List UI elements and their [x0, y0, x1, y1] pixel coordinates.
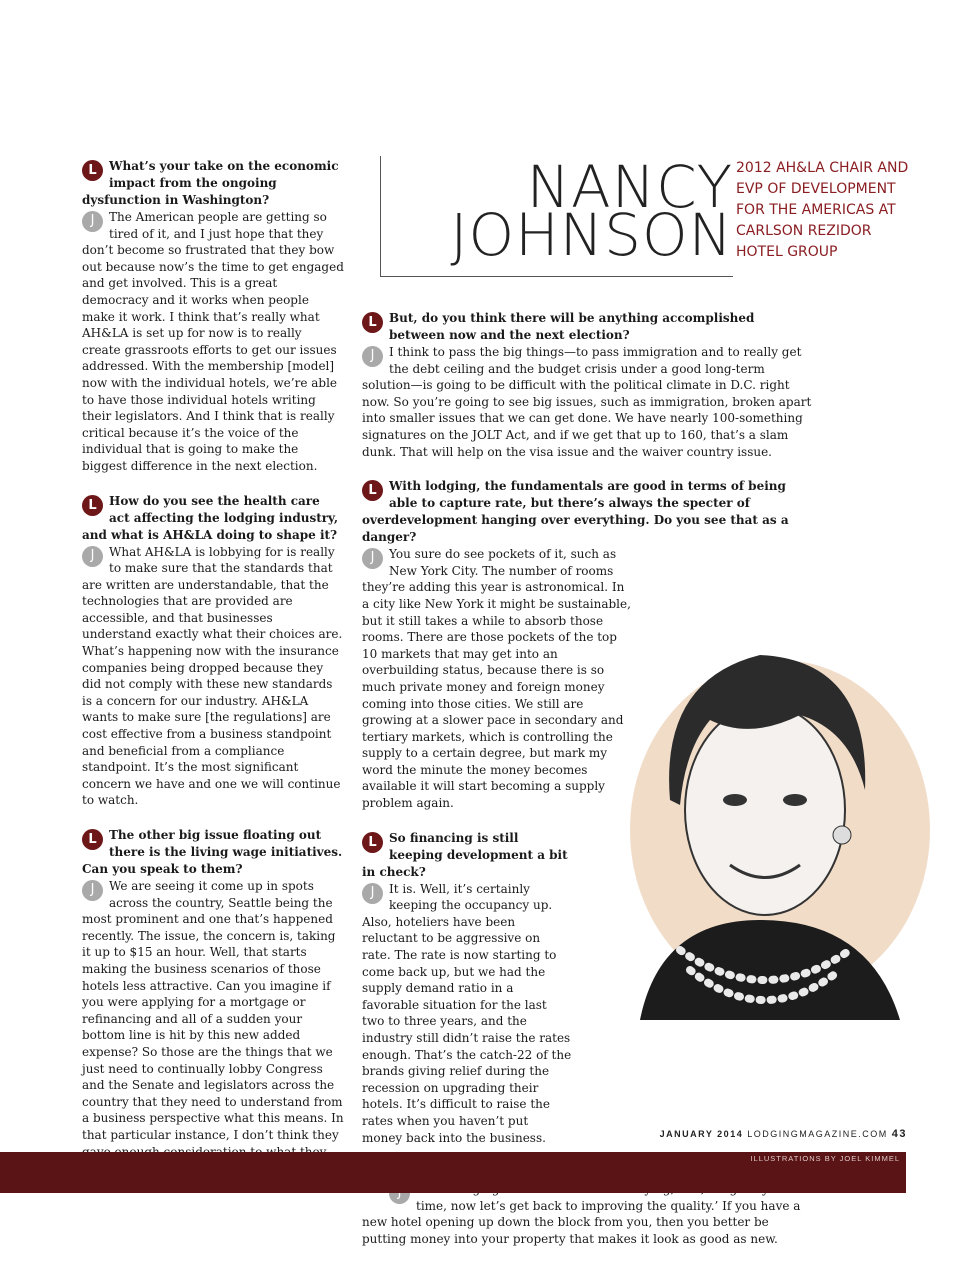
name-first: NANCY — [526, 153, 733, 221]
issue-date: JANUARY 2014 — [659, 1129, 744, 1139]
question-text: With lodging, the fundamentals are good in terms of being able to capture rate, but there’s always the specter of overdevelopment hanging over everything. Do you see that as a danger? — [362, 479, 789, 545]
answer — [362, 344, 812, 460]
portrait-eye — [723, 794, 747, 806]
answer-text: I think to pass the big things—to pass immigration and to really get the debt ceiling and the budget crisis under a good long-term solution—is going to be difficult with the political climate in D.C. right now. So you’re going to see big issues, such as immigration, broken apart into smaller issues that we can get done. We have nearly 100-something signatures on the JOLT Act, and if we get that up to 160, that’s a slam dunk. That will help on the visa issue and the waiver country issue. — [362, 345, 812, 459]
answer — [82, 544, 344, 810]
qa-block — [82, 493, 344, 810]
question — [362, 310, 812, 344]
left-column — [82, 158, 344, 1195]
person-title — [736, 158, 936, 263]
question-badge-icon: L — [362, 480, 383, 501]
title-line: FOR THE AMERICAS AT — [736, 202, 896, 218]
title-line: HOTEL GROUP — [736, 244, 838, 260]
answer-text: The American people are getting so tired of it, and I just hope that they don’t become so frustrated that they bow out because now’s the time to get engaged and get involved. This is a great democracy and it works when people make it work. I think that’s really what AH&LA is set up for now is to really create grassroots efforts to get our issues addressed. With the membership [model] now with the individual hotels, we’re able to have those individual hotels writing their legislators. And I think that is really critical because it’s the voice of the individual that is going to make the biggest difference in the next election. — [82, 210, 344, 473]
question-text: How do you see the health care act affecting the lodging industry, and what is AH&LA doing to shape it? — [82, 493, 339, 542]
qa-block — [362, 310, 812, 460]
qa-block — [82, 158, 344, 475]
answer-badge-icon: J — [82, 880, 103, 901]
answer — [362, 546, 632, 812]
question-badge-icon: L — [82, 160, 103, 181]
answer — [82, 878, 344, 1177]
portrait-eye — [783, 794, 807, 806]
question — [82, 158, 344, 209]
title-line: CARLSON REZIDOR — [736, 223, 872, 239]
name-block — [380, 153, 733, 277]
qa-block — [82, 827, 344, 1177]
answer-text: time, now let’s get back to improving the quality.’ If you have a new hotel opening up down the block from you, then you better be putting money into your property that makes it look as good as new. — [362, 1198, 801, 1246]
question-text: The other big issue floating out there is the living wage initiatives. Can you speak to them? — [82, 828, 343, 876]
answer — [82, 209, 344, 475]
page-footer — [660, 1128, 907, 1140]
answer-text: What AH&LA is lobbying for is really to make sure that the standards that are written are understandable, that the technologies that are provided are accessible, and that businesses understand exactly what their choices are. What’s happening now with the insurance companies being dropped because they did not comply with these new standards is a concern for our industry. AH&LA wants to make sure [the regulations] are cost effective from a business standpoint and beneficial from a compliance standpoint. It’s the most significant concern we have and one we will continue to watch. — [82, 544, 343, 808]
question-badge-icon: L — [82, 829, 103, 850]
title-line: 2012 AH&LA CHAIR AND — [736, 160, 909, 176]
answer-badge-icon: J — [362, 883, 383, 904]
name-last: JOHNSON — [450, 201, 733, 269]
portrait-face — [685, 705, 845, 915]
page-number: 43 — [891, 1128, 907, 1140]
question-text: But, do you think there will be anything accomplished between now and the next election? — [389, 311, 755, 342]
title-line: EVP OF DEVELOPMENT — [736, 181, 896, 197]
answer-badge-icon: J — [82, 546, 103, 567]
answer-badge-icon: J — [362, 346, 383, 367]
question-badge-icon: L — [362, 312, 383, 333]
portrait-illustration — [600, 620, 930, 1050]
answer-text: We are seeing it come up in spots across the country, Seattle being the most prominent and one that’s happened recently. The issue, the concern is, taking it up to $15 an hour. Well, that starts making the business scenarios of those hotels less attractive. Can you imagine if you were applying for a mortgage or refinancing and all of a sudden your bottom line is hit by this new added expense? So those are the things that we just need to continually lobby Congress and the Senate and legislators across the country that they need to understand from a business perspective what this means. In that particular instance, I don’t think they — [82, 879, 344, 1142]
question-text: So financing is still keeping development a bit in check? — [362, 830, 568, 879]
question — [82, 493, 344, 544]
question-badge-icon: L — [362, 832, 383, 853]
answer-text: You sure do see pockets of it, such as New York City. The number of rooms they’re adding this year is astronomical. In a city like New York it might be sustainable, but it still takes a while to absorb those rooms. There are those pockets of the top 10 markets that may get into an overbuilding status, because there is so much private money and foreign money coming into those cities. We still are growing at a slower pace in secondary and tertiary markets, which is controlling the supply to a certain degree, but mark my word the minute the money becomes available it will start becoming a supply problem again. — [362, 547, 631, 811]
question-badge-icon: L — [82, 495, 103, 516]
portrait-earring — [833, 826, 851, 844]
qa-block — [362, 830, 572, 1147]
question — [362, 830, 572, 881]
answer-badge-icon: J — [82, 211, 103, 232]
answer-text: It is. Well, it’s certainly keeping the occupancy up. Also, hoteliers have been reluctant to be aggressive on rate. The rate is now starting to come back up, but we had the supply demand ratio in a favorable situation for the last two to three years, and the industry still didn’t raise the rates enough. That’s the catch-22 of the brands giving relief during the recession on upgrading their hotels. It’s difficult to raise the rates when you haven’t put money back into the business. — [362, 881, 572, 1145]
illustration-credit: ILLUSTRATIONS BY JOEL KIMMEL — [750, 1154, 900, 1163]
question-text: What’s your take on the economic impact from the ongoing dysfunction in Washington? — [82, 159, 339, 207]
question — [362, 478, 812, 546]
website: LODGINGMAGAZINE.COM — [747, 1129, 888, 1139]
question — [82, 827, 344, 878]
answer — [362, 881, 572, 1147]
answer-badge-icon: J — [362, 548, 383, 569]
